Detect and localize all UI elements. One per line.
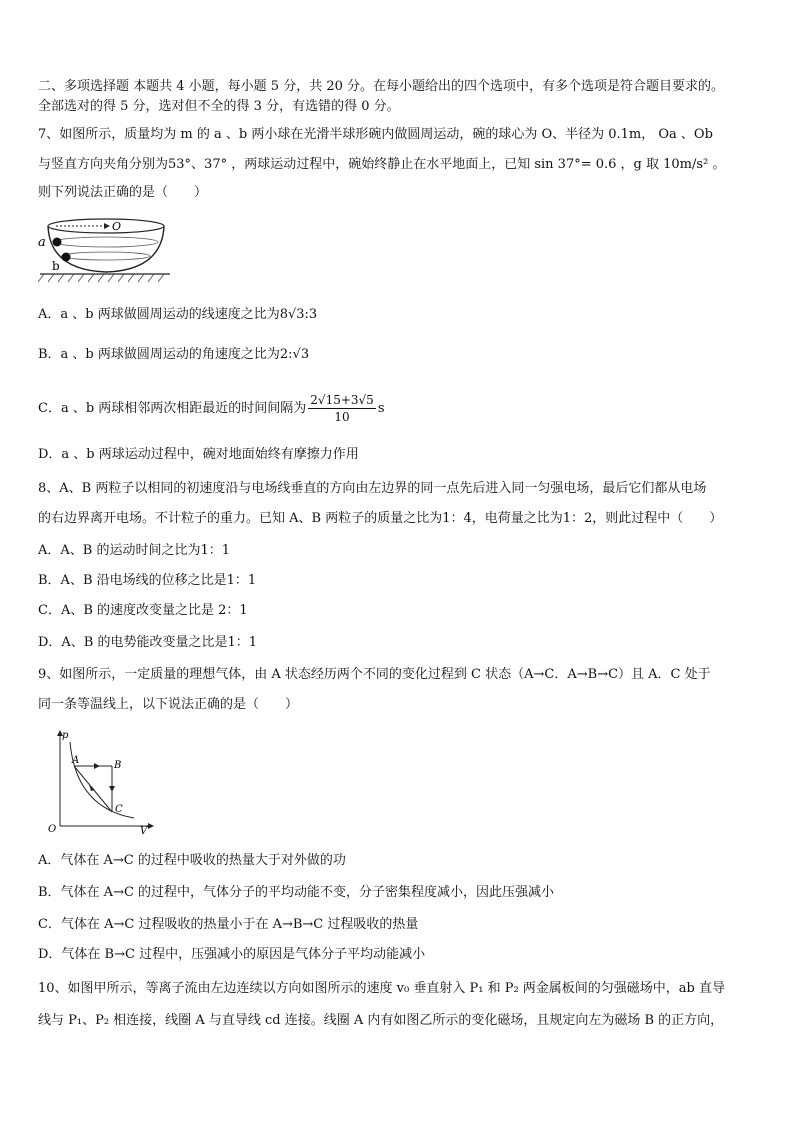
v-axis-arrow (148, 823, 154, 829)
q7-option-c-fraction (308, 392, 376, 425)
orbit-a (54, 237, 158, 247)
q9-option-c: C．气体在 A→C 过程吸收的热量小于在 A→B→C 过程吸收的热量 (38, 917, 419, 932)
label-state-b: B (114, 760, 122, 771)
q7-stem-line-1: 7、如图所示，质量均为 m 的 a 、b 两小球在光滑半球形碗内做圆周运动，碗的球心为 O、半径为 0.1m， Oa 、Ob (38, 127, 713, 142)
q7-bowl-figure (34, 212, 174, 284)
q7-option-a: A．a 、b 两球做圆周运动的线速度之比为8√3:3 (38, 307, 318, 322)
orbit-b (62, 252, 150, 260)
q7-option-c-unit: s (377, 401, 385, 416)
label-p: p (62, 730, 69, 741)
q9-pv-diagram (42, 728, 162, 836)
label-a: a (38, 235, 46, 250)
label-state-a: A (72, 755, 80, 766)
isotherm-curve (70, 742, 134, 818)
ball-a (53, 238, 62, 247)
q9-stem-line-2: 同一条等温线上，以下说法正确的是（ ） (38, 697, 299, 712)
q8-stem-line-2: 的右边界离开电场。不计粒子的重力。已知 A、B 两粒子的质量之比为1：4，电荷量之比为1：2，则此过程中（ ） (38, 511, 723, 526)
q8-option-b: B．A、B 沿电场线的位移之比是1：1 (38, 573, 257, 588)
label-v: V (140, 826, 148, 836)
arrow-b-c (109, 786, 115, 792)
q8-stem-line-1: 8、A、B 两粒子以相同的初速度沿与电场线垂直的方向由左边界的同一点先后进入同一匀强电场，最后它们都从电场 (38, 481, 707, 496)
q8-option-a: A．A、B 的运动时间之比为1：1 (38, 543, 231, 558)
label-b: b (52, 259, 60, 273)
label-state-c: C (115, 804, 123, 815)
section-instructions-line-2: 全部选对的得 5 分，选对但不全的得 3 分，有选错的得 0 分。 (38, 99, 400, 114)
q7-stem-line-2: 与竖直方向夹角分别为53°、37° ，两球运动过程中，碗始终静止在水平地面上，已知 sin 37°= 0.6 ，g 取 10m/s² 。 (38, 157, 726, 172)
q9-option-d: D．气体在 B→C 过程中，压强减小的原因是气体分子平均动能减小 (38, 947, 426, 962)
q7-option-d: D．a 、b 两球运动过程中，碗对地面始终有摩擦力作用 (38, 447, 359, 462)
q7-option-c-text: C．a 、b 两球相邻两次相距最近的时间间隔为 (38, 401, 307, 416)
q10-stem-line-2: 线与 P₁、P₂ 相连接，线圈 A 与直导线 cd 连接。线圈 A 内有如图乙所示的变化磁场，且规定向左为磁场 B 的正方向， (38, 1013, 724, 1028)
ball-b (62, 253, 71, 262)
fraction-numerator: 2√15+3√5 (310, 393, 374, 407)
q9-stem-line-1: 9、如图所示，一定质量的理想气体，由 A 状态经历两个不同的变化过程到 C 状态（A→C．A→B→C）且 A．C 处于 (38, 667, 711, 682)
radius-arrow (104, 223, 110, 229)
label-origin: O (48, 824, 57, 835)
q7-stem-line-3: 则下列说法正确的是（ ） (38, 185, 208, 200)
label-o: O (112, 220, 122, 233)
q10-stem-line-1: 10、如图甲所示，等离子流由左边连续以方向如图所示的速度 v₀ 垂直射入 P₁ 和 P₂ 两金属板间的匀强磁场中，ab 直导 (38, 981, 726, 996)
q8-option-d: D．A、B 的电势能改变量之比是1：1 (38, 635, 258, 650)
q8-option-c: C．A、B 的速度改变量之比是 2：1 (38, 603, 248, 618)
section-instructions-line-1: 二、多项选择题 本题共 4 小题，每小题 5 分，共 20 分。在每小题给出的四个选项中，有多个选项是符合题目要求的。 (38, 79, 725, 94)
ground-hatching (38, 274, 164, 282)
q7-option-b: B．a 、b 两球做圆周运动的角速度之比为2:√3 (38, 347, 310, 362)
q9-option-b: B．气体在 A→C 的过程中，气体分子的平均动能不变，分子密集程度减小，因此压强减小 (38, 885, 555, 900)
q9-option-a: A．气体在 A→C 的过程中吸收的热量大于对外做的功 (38, 853, 346, 868)
q7-option-c (38, 392, 385, 426)
fraction-denominator: 10 (334, 410, 350, 424)
arrow-a-b (94, 763, 100, 769)
arrow-a-c (89, 784, 95, 791)
